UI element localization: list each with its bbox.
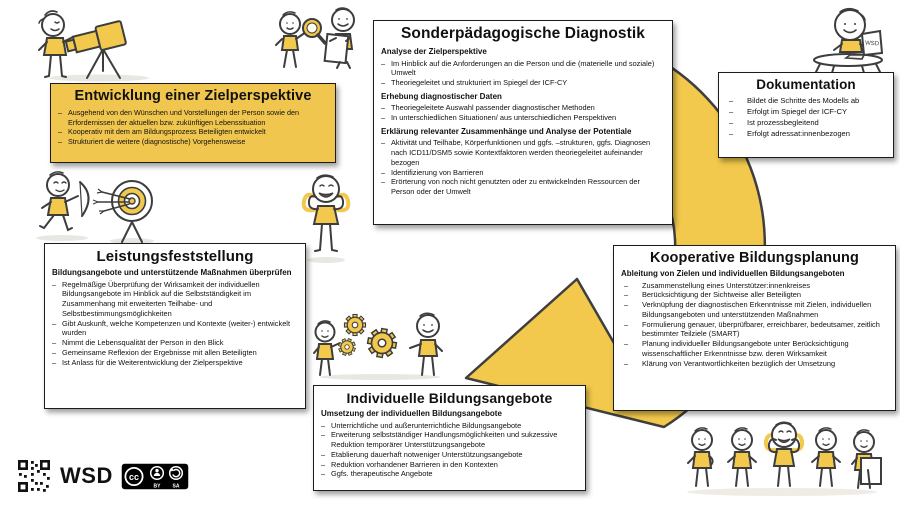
bullet-item: – Theoriegeleitet und strukturiert im Spiegel der ICF-CY [381, 78, 665, 88]
footer [16, 458, 189, 494]
bullet-item: – Kooperativ mit dem am Bildungsprozess Beteiligten entwickelt [58, 127, 328, 137]
panel-title: Entwicklung einer Zielperspektive [74, 88, 312, 104]
bullet-item: – Regelmäßige Überprüfung der Wirksamkeit der individuellen Bildungsangebote im Hinblick auf die Selbstständigkeit im Zusammenhang mit erweiterten Teilhabe- und Selbstbestimmungsmöglichkeiten [52, 280, 298, 319]
bullet-list [381, 59, 665, 88]
bullet-item: – Nimmt die Lebensqualität der Person in den Blick [52, 338, 298, 348]
cc-letters: cc [128, 471, 139, 482]
paper-sheet-icon [861, 458, 881, 484]
bullet-item: – Formulierung genauer, überprüfbarer, erreichbarer, bedeutsamer, zeitlich bestimmter Teilziele (SMART) [621, 320, 888, 340]
bullet-item: – Reduktion vorhandener Barrieren in den Kontexten [321, 460, 578, 470]
section-erklaerung [381, 127, 665, 197]
by-label: BY [153, 483, 161, 489]
panel-kooperative-bildungsplanung [613, 245, 896, 411]
qr-code-icon [16, 458, 52, 494]
bullet-item: – Erfolgt im Spiegel der ICF-CY [726, 106, 886, 117]
bullet-item: – Klärung von Verantwortlichkeiten bezüglich der Umsetzung [621, 359, 888, 369]
bullet-item: – Aktivität und Teilhabe, Körperfunktionen und ggfs. –strukturen, ggfs. Diagnosen nach ICD11/DSM5 sowie Kontextfaktoren werden theoriegeleitet aufeinander bezogen [381, 138, 665, 167]
bullet-item: – Etablierung dauerhaft notweniger Unterstützungsangebote [321, 450, 578, 460]
section-heading: Erhebung diagnostischer Daten [381, 91, 502, 101]
bullet-item: – Im Hinblick auf die Anforderungen an die Person und die (materielle und soziale) Umwelt [381, 59, 665, 79]
bullet-item: – Erfolgt adressat:innenbezogen [726, 128, 886, 139]
bullet-item: – Gibt Auskunft, welche Kompetenzen und Kontexte (weiter-) entwickelt wurden [52, 319, 298, 339]
gear-icon [344, 314, 365, 335]
panel-diagnostik [373, 20, 673, 225]
bullet-item: – Ist Anlass für die Weiterentwicklung der Zielperspektive [52, 358, 298, 368]
bullet-item: – Ist prozessbegleitend [726, 117, 886, 128]
panel-title: Dokumentation [756, 77, 856, 92]
section-heading: Erklärung relevanter Zusammenhänge und Analyse der Potentiale [381, 126, 632, 136]
panel-leistungsfeststellung [44, 243, 306, 409]
bullet-item: – Unterrichtliche und außerunterrichtliche Bildungsangebote [321, 421, 578, 431]
bullet-item: – Bildet die Schritte des Modells ab [726, 95, 886, 106]
panel-subtitle: Bildungsangebote und unterstützende Maßnahmen überprüfen [52, 268, 292, 277]
wsd-logo-text: WSD [60, 463, 113, 488]
bullet-list [381, 138, 665, 197]
bullet-item: – Identifizierung von Barrieren [381, 168, 665, 178]
gears-duo-icon [310, 303, 450, 381]
bullet-item: – Erörterung von noch nicht genutzten oder zu entwickelnden Ressourcen der Person oder der Umwelt [381, 177, 665, 197]
panel-title: Leistungsfeststellung [96, 248, 254, 265]
gear-icon [336, 336, 357, 357]
panel-individuelle-bildungsangebote [313, 385, 586, 491]
section-erhebung [381, 92, 665, 123]
gear-icon [366, 327, 399, 360]
target-icon [93, 181, 152, 242]
panel-title: Sonderpädagogische Diagnostik [400, 25, 646, 42]
bullet-list [52, 280, 298, 368]
telescope-icon [64, 21, 126, 58]
bullet-item: – Ggfs. therapeutische Angebote [321, 469, 578, 479]
bullet-item: – Ausgehend von den Wünschen und Vorstellungen der Person sowie den Erfordernissen der aktuellen bzw. zukünftigen Lebenssituation [58, 108, 328, 127]
laptop-figure-icon [802, 4, 898, 74]
bullet-list [621, 281, 888, 369]
bullet-item: – Strukturiert die weitere (diagnostische) Vorgehensweise [58, 137, 328, 147]
telescope-figure-icon [25, 5, 175, 83]
bullet-item: – Verknüpfung der diagnostischen Erkenntnisse mit Zielen, individuellen Bildungsangeboten und unterstützenden Maßnahmen [621, 300, 888, 320]
team-group-icon [680, 416, 885, 504]
section-heading: Analyse der Zielperspektive [381, 47, 487, 56]
bullet-item: – Theoriegeleitete Auswahl passender diagnostischer Methoden [381, 103, 665, 113]
panel-title: Individuelle Bildungsangebote [346, 390, 553, 406]
bullet-item: – Planung individueller Bildungsangebote unter Berücksichtigung wissenschaftlicher Erkenntnisse bzw. deren Wirksamkeit [621, 339, 888, 359]
bullet-list [58, 108, 328, 146]
bullet-list [381, 103, 665, 123]
laptop-screen-label: WSD [864, 40, 880, 48]
archer-figure-icon [32, 168, 160, 246]
bullet-item: – Berücksichtigung der Sichtweise aller Beteiligten [621, 290, 888, 300]
bullet-item: – Zusammenstellung eines Unterstützer:innenkreises [621, 281, 888, 291]
panel-dokumentation [718, 72, 894, 158]
magnifying-glass-icon [303, 19, 325, 43]
cc-by-sa-badge [121, 463, 189, 490]
bullet-list [726, 95, 886, 139]
bullet-list [321, 421, 578, 480]
bullet-item: – In unterschiedlichen Situationen/ aus unterschiedlichen Perspektiven [381, 113, 665, 123]
panel-zielperspektive [50, 83, 336, 163]
bullet-item: – Erweiterung selbstständiger Handlungsmöglichkeiten und sukzessive Reduktion temporärer Unterstützungsangebote [321, 430, 578, 450]
sa-label: SA [172, 483, 180, 489]
panel-subtitle: Ableitung von Zielen und individuellen Bildungsangeboten [621, 269, 845, 278]
section-analyse [381, 47, 665, 88]
bullet-item: – Gemeinsame Reflexion der Ergebnisse mit allen Beteiligten [52, 348, 298, 358]
panel-title: Kooperative Bildungsplanung [650, 250, 859, 266]
panel-subtitle: Umsetzung der individuellen Bildungsangebote [321, 409, 502, 418]
magnifier-duo-icon [270, 5, 374, 71]
